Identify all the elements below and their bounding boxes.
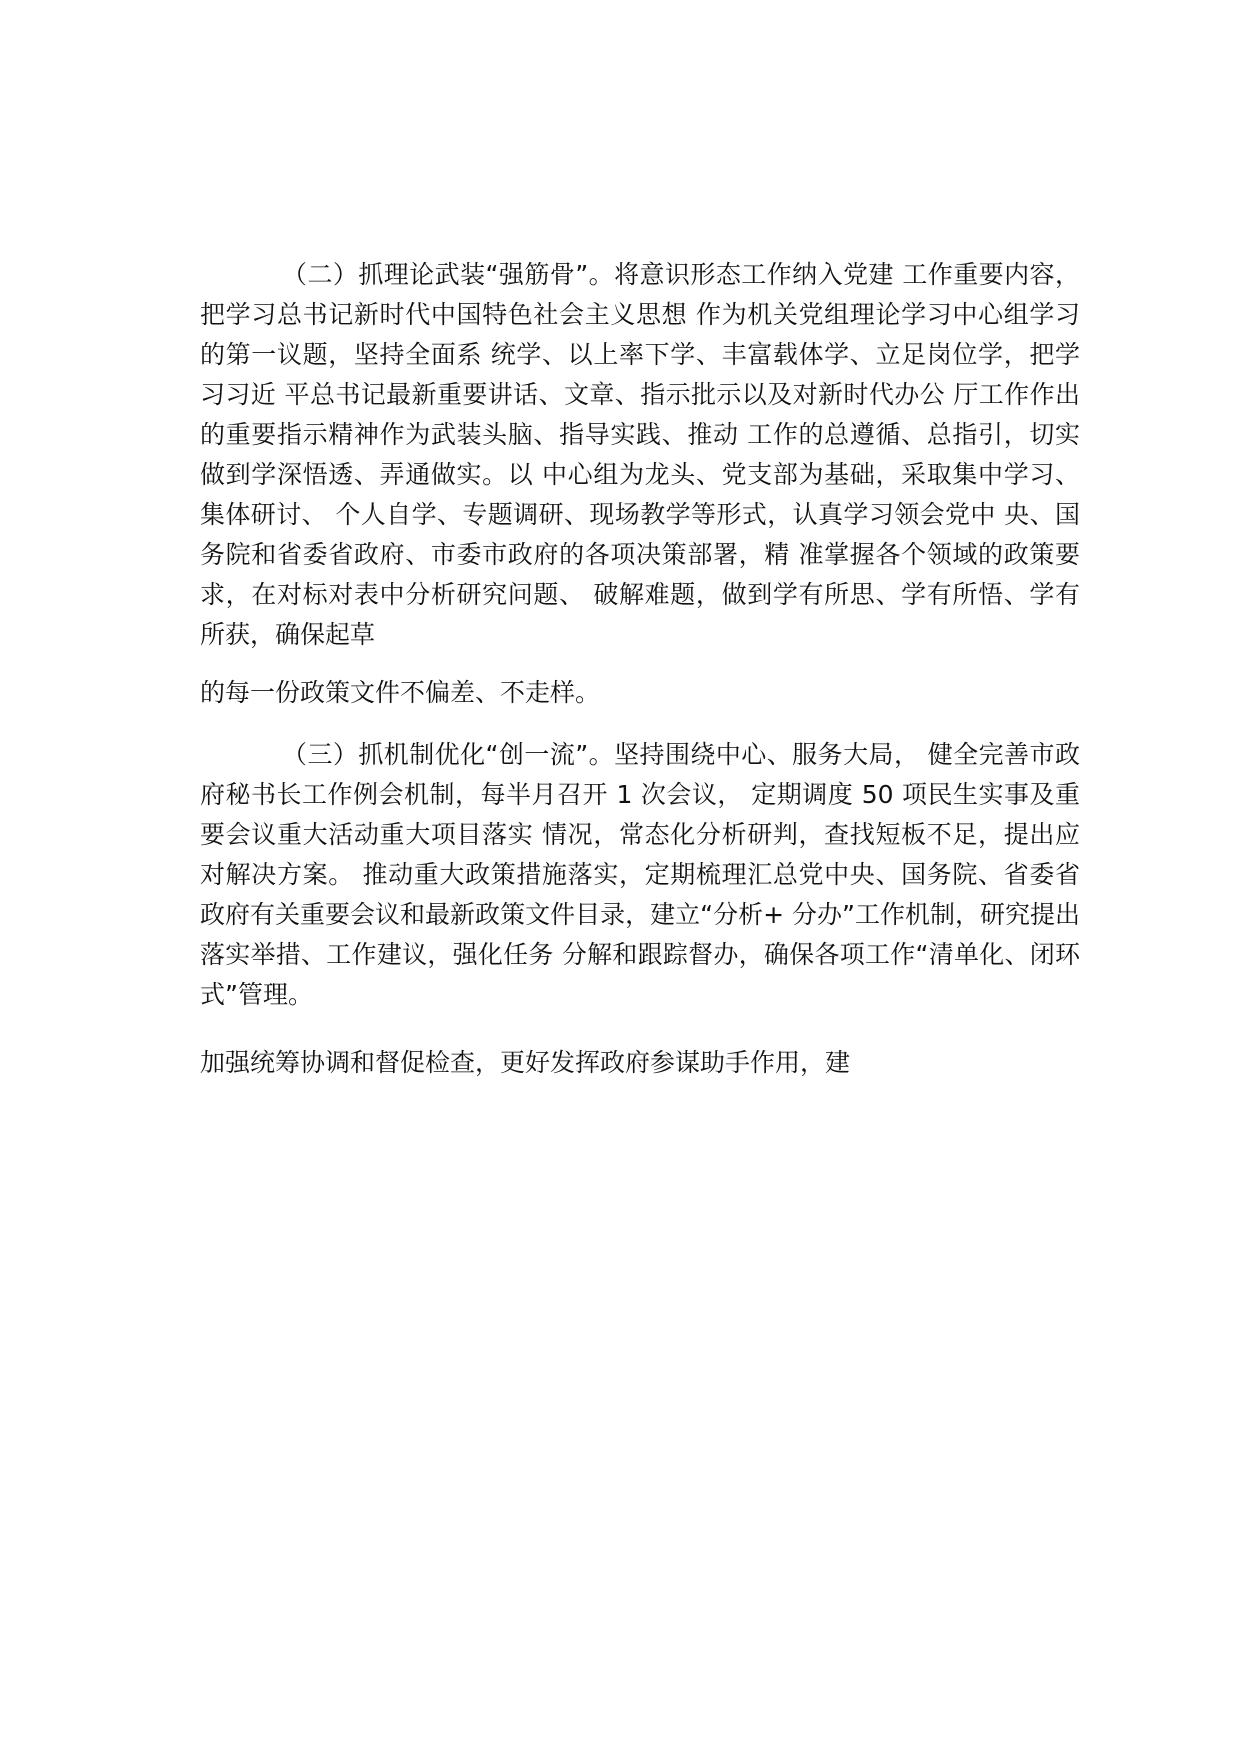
paragraph-theory-armament: （二）抓理论武装“强筋骨”。将意识形态工作纳入党建 工作重要内容，把学习总书记新时代中国特色社会主义思想 作为机关党组理论学习中心组学习的第一议题，坚持全面系 统学、以上率下学、丰富载体学、立足岗位学，把学习习近 平总书记最新重要讲话、文章、指示批示以及对新时代办公 厅工作作出的重要指示精神作为武装头脑、指导实践、推动 工作的总遵循、总指引，切实做到学深悟透、弄通做实。以 中心组为龙头、党支部为基础，采取集中学习、集体研讨、 个人自学、专题调研、现场教学等形式，认真学习领会党中 央、国务院和省委省政府、市委市政府的各项决策部署，精 准掌握各个领域的政策要求，在对标对表中分析研究问题、 破解难题，做到学有所思、学有所悟、学有所获，确保起草 (200, 260, 1080, 649)
paragraph-mechanism-optimization: （三）抓机制优化“创一流”。坚持围绕中心、服务大局， 健全完善市政府秘书长工作例会机制，每半月召开 1 次会议， 定期调度 50 项民生实事及重要会议重大活动重大项目落实 情况，常态化分析研判，查找短板不足，提出应对解决方案。 推动重大政策措施落实，定期梳理汇总党中央、国务院、省委省政府有关重要会议和最新政策文件目录，建立“分析+ 分办”工作机制，研究提出落实举措、工作建议，强化任务 分解和跟踪督办，确保各项工作“清单化、闭环式”管理。 (200, 740, 1080, 1009)
document-body (200, 255, 1080, 1117)
paragraph-coordination: 加强统筹协调和督促检查，更好发挥政府参谋助手作用，建 (200, 1048, 851, 1077)
paragraph-continuation: 的每一份政策文件不偏差、不走样。 (200, 678, 601, 707)
